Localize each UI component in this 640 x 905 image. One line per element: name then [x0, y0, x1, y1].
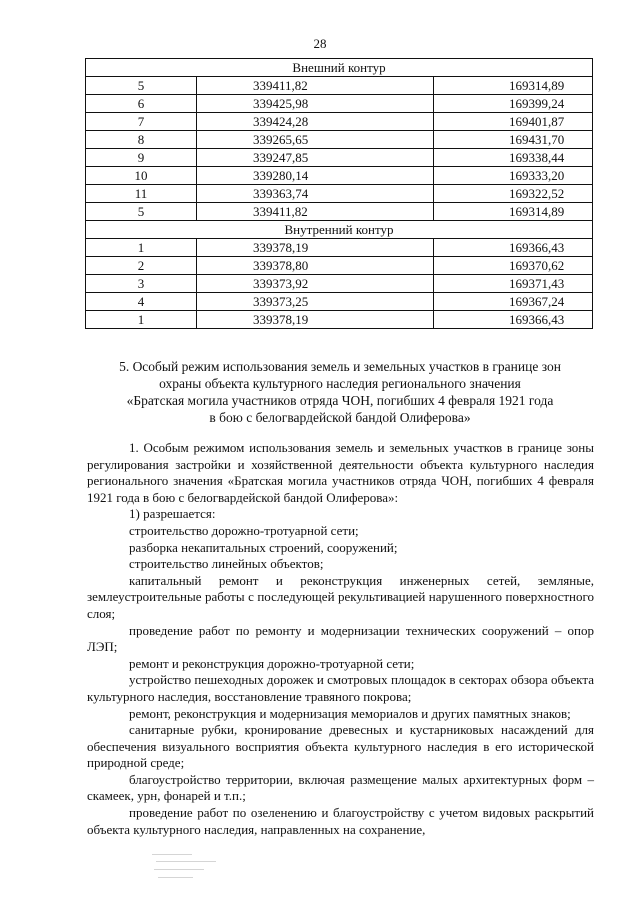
list-item: строительство дорожно-тротуарной сети;	[129, 522, 359, 538]
allowed-label: 1) разрешается:	[129, 506, 216, 522]
coordinates-table	[85, 58, 593, 329]
list-item: санитарные рубки, кронирование древесных и кустарниковых насаждений для обеспечения визуального восприятия объекта культурного наследия в его исторической природной среде;	[87, 722, 594, 771]
heading-line: 5. Особый режим использования земель и земельных участков в границе зон	[119, 359, 561, 374]
table-row	[86, 239, 593, 257]
coord-y: 169401,87	[434, 113, 593, 131]
table-row	[86, 95, 593, 113]
list-item: строительство линейных объектов;	[129, 556, 324, 572]
coord-x: 339411,82	[197, 77, 434, 95]
table-row	[86, 275, 593, 293]
point-number: 11	[86, 185, 197, 203]
table-row	[86, 149, 593, 167]
inner-contour-title: Внутренний контур	[86, 221, 593, 239]
list-item: ремонт и реконструкция дорожно-тротуарной сети;	[129, 655, 415, 671]
point-number: 4	[86, 293, 197, 311]
coord-y: 169431,70	[434, 131, 593, 149]
heading-line: «Братская могила участников отряда ЧОН, погибших 4 февраля 1921 года	[126, 393, 554, 408]
coord-x: 339247,85	[197, 149, 434, 167]
coord-y: 169366,43	[434, 311, 593, 329]
list-item: ремонт, реконструкция и модернизация мемориалов и других памятных знаков;	[129, 705, 571, 721]
scan-artifact	[150, 852, 240, 882]
table-row	[86, 293, 593, 311]
coord-x: 339265,65	[197, 131, 434, 149]
coord-y: 169371,43	[434, 275, 593, 293]
coord-y: 169314,89	[434, 203, 593, 221]
coord-x: 339373,92	[197, 275, 434, 293]
point-number: 2	[86, 257, 197, 275]
coord-x: 339378,19	[197, 311, 434, 329]
point-number: 6	[86, 95, 197, 113]
list-item: проведение работ по ремонту и модернизации технических сооружений – опор ЛЭП;	[87, 622, 594, 655]
intro-paragraph: 1. Особым режимом использования земель и земельных участков в границе зоны регулирования застройки и хозяйственной деятельности объекта культурного наследия регионального значения «Братская могила участников отряда ЧОН, погибших 4 февраля 1921 года в бою с белогвардейской бандой Олиферова»:	[87, 440, 594, 505]
point-number: 7	[86, 113, 197, 131]
point-number: 8	[86, 131, 197, 149]
coord-x: 339373,25	[197, 293, 434, 311]
table-row	[86, 77, 593, 95]
point-number: 5	[86, 203, 197, 221]
list-item: благоустройство территории, включая размещение малых архитектурных форм – скамеек, урн, фонарей и т.п.;	[87, 771, 594, 804]
point-number: 1	[86, 311, 197, 329]
coord-y: 169333,20	[434, 167, 593, 185]
heading-line: в бою с белогвардейской бандой Олиферова»	[209, 410, 471, 425]
coord-y: 169338,44	[434, 149, 593, 167]
table-row	[86, 311, 593, 329]
page-number: 28	[313, 36, 327, 51]
coord-x: 339425,98	[197, 95, 434, 113]
section-heading	[100, 358, 580, 426]
point-number: 5	[86, 77, 197, 95]
coord-x: 339378,80	[197, 257, 434, 275]
coord-x: 339424,28	[197, 113, 434, 131]
coord-y: 169399,24	[434, 95, 593, 113]
table-row	[86, 257, 593, 275]
table-row	[86, 185, 593, 203]
table-row	[86, 203, 593, 221]
point-number: 9	[86, 149, 197, 167]
list-item: капитальный ремонт и реконструкция инженерных сетей, земляные, землеустроительные работы с последующей рекультивацией нарушенного поверхностного слоя;	[87, 572, 594, 621]
point-number: 3	[86, 275, 197, 293]
coord-y: 169370,62	[434, 257, 593, 275]
list-item: разборка некапитальных строений, сооружений;	[129, 539, 398, 555]
table-section-row	[86, 221, 593, 239]
coord-y: 169367,24	[434, 293, 593, 311]
list-item: устройство пешеходных дорожек и смотровых площадок в секторах обзора объекта культурного наследия, восстановление травяного покрова;	[87, 672, 594, 704]
outer-contour-title: Внешний контур	[86, 59, 593, 77]
heading-line: охраны объекта культурного наследия регионального значения	[159, 376, 521, 391]
coord-x: 339378,19	[197, 239, 434, 257]
coord-y: 169314,89	[434, 77, 593, 95]
coord-x: 339280,14	[197, 167, 434, 185]
point-number: 1	[86, 239, 197, 257]
coord-y: 169366,43	[434, 239, 593, 257]
table-row	[86, 131, 593, 149]
coord-y: 169322,52	[434, 185, 593, 203]
table-section-row	[86, 59, 593, 77]
point-number: 10	[86, 167, 197, 185]
coord-x: 339363,74	[197, 185, 434, 203]
document-body	[87, 440, 594, 838]
table-row	[86, 167, 593, 185]
list-item: проведение работ по озеленению и благоустройству с учетом видовых раскрытий объекта культурного наследия, направленных на сохранение,	[87, 805, 594, 837]
coord-x: 339411,82	[197, 203, 434, 221]
table-row	[86, 113, 593, 131]
